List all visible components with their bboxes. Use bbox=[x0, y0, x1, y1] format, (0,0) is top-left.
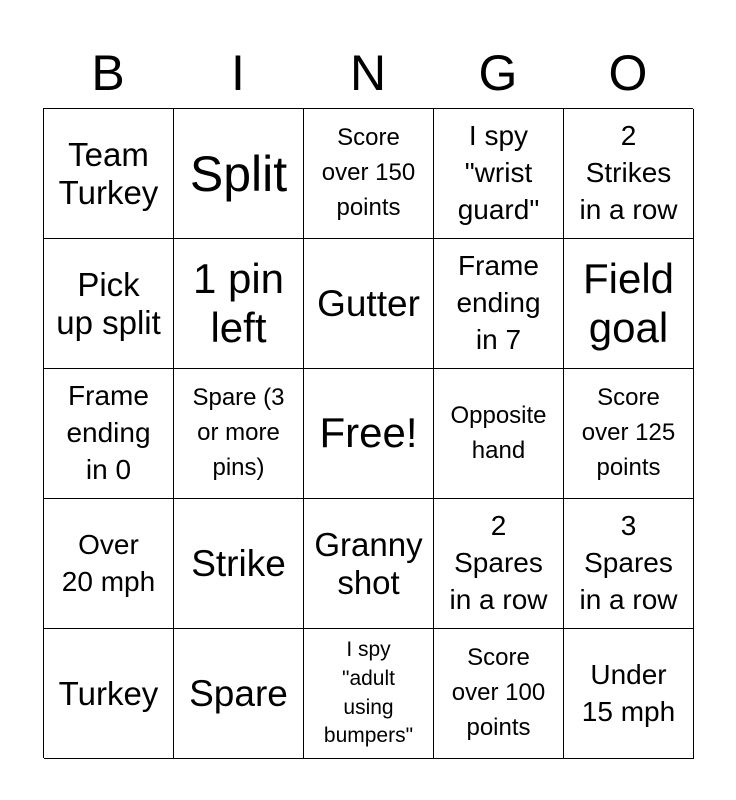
bingo-cell-r1-c0[interactable] bbox=[44, 239, 174, 369]
cell-label: Split bbox=[189, 145, 288, 202]
bingo-header bbox=[43, 38, 693, 108]
cell-label: Over 20 mph bbox=[61, 528, 156, 597]
bingo-cell-r4-c2[interactable] bbox=[304, 629, 434, 759]
bingo-cell-r1-c1[interactable] bbox=[174, 239, 304, 369]
bingo-cell-r0-c2[interactable] bbox=[304, 109, 434, 239]
bingo-cell-r4-c1[interactable] bbox=[174, 629, 304, 759]
bingo-cell-r3-c0[interactable] bbox=[44, 499, 174, 629]
bingo-cell-r2-c2[interactable] bbox=[304, 369, 434, 499]
cell-label: Spare (3 or more pins) bbox=[192, 384, 285, 481]
cell-label: Frame ending in 7 bbox=[456, 250, 541, 355]
cell-label: Free! bbox=[319, 409, 418, 457]
cell-label: Field goal bbox=[582, 255, 675, 351]
cell-label: Under 15 mph bbox=[581, 658, 676, 727]
bingo-cell-r0-c1[interactable] bbox=[174, 109, 304, 239]
cell-label: Team Turkey bbox=[58, 135, 159, 211]
header-letter-o: O bbox=[608, 45, 648, 101]
cell-label: Granny shot bbox=[314, 525, 423, 601]
cell-label: Opposite hand bbox=[450, 401, 547, 464]
header-letter-g: G bbox=[478, 45, 518, 101]
cell-label: 2 Strikes in a row bbox=[579, 120, 678, 225]
cell-label: 3 Spares in a row bbox=[579, 510, 678, 615]
bingo-cell-r4-c4[interactable] bbox=[564, 629, 694, 759]
bingo-cell-r4-c0[interactable] bbox=[44, 629, 174, 759]
cell-label: I spy "adult using bumpers" bbox=[323, 637, 414, 748]
bingo-cell-r4-c3[interactable] bbox=[434, 629, 564, 759]
cell-label: Spare bbox=[189, 672, 288, 714]
bingo-cell-r1-c4[interactable] bbox=[564, 239, 694, 369]
cell-label: Gutter bbox=[317, 282, 420, 324]
bingo-cell-r3-c3[interactable] bbox=[434, 499, 564, 629]
cell-label: Frame ending in 0 bbox=[66, 380, 151, 485]
bingo-cell-r2-c1[interactable] bbox=[174, 369, 304, 499]
bingo-cell-r3-c1[interactable] bbox=[174, 499, 304, 629]
header-letter-b: B bbox=[91, 45, 125, 101]
bingo-cell-r2-c4[interactable] bbox=[564, 369, 694, 499]
bingo-cell-r0-c0[interactable] bbox=[44, 109, 174, 239]
bingo-cell-r0-c3[interactable] bbox=[434, 109, 564, 239]
bingo-cell-r3-c2[interactable] bbox=[304, 499, 434, 629]
cell-label: Score over 100 points bbox=[451, 644, 546, 741]
bingo-cell-r3-c4[interactable] bbox=[564, 499, 694, 629]
bingo-cell-r0-c4[interactable] bbox=[564, 109, 694, 239]
bingo-cell-r2-c0[interactable] bbox=[44, 369, 174, 499]
bingo-grid bbox=[43, 108, 693, 758]
cell-label: Pick up split bbox=[56, 265, 161, 341]
cell-label: Score over 125 points bbox=[581, 384, 676, 481]
cell-label: Turkey bbox=[58, 674, 159, 712]
bingo-cell-r1-c3[interactable] bbox=[434, 239, 564, 369]
cell-label: Strike bbox=[191, 542, 286, 584]
header-letter-n: N bbox=[349, 45, 387, 101]
header-letter-i: I bbox=[231, 45, 245, 101]
cell-label: 1 pin left bbox=[192, 255, 285, 351]
cell-label: 2 Spares in a row bbox=[449, 510, 548, 615]
bingo-cell-r2-c3[interactable] bbox=[434, 369, 564, 499]
cell-label: Score over 150 points bbox=[321, 124, 416, 221]
bingo-cell-r1-c2[interactable] bbox=[304, 239, 434, 369]
cell-label: I spy "wrist guard" bbox=[457, 120, 540, 225]
